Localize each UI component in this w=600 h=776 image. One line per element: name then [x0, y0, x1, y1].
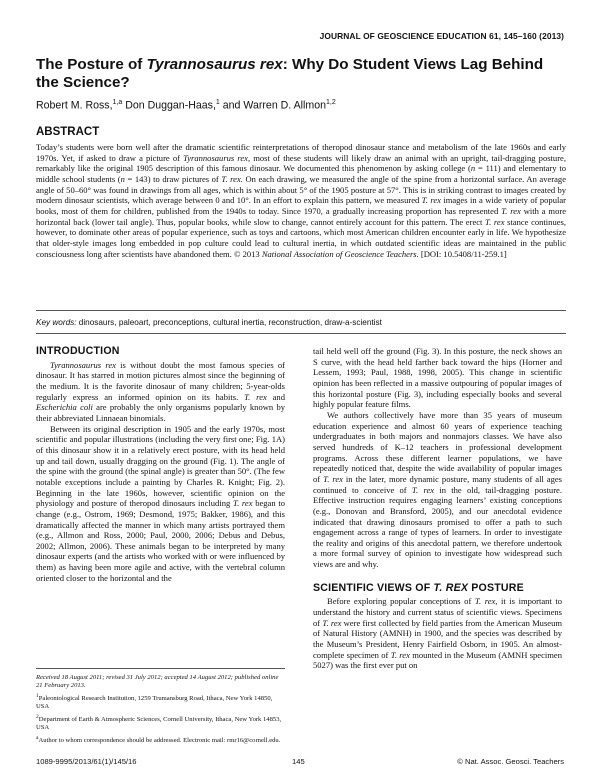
intro-paragraph-3: tail held well off the ground (Fig. 3). In this posture, the neck shows an S curve, with the head held farther back toward the hips (Horner and Lessem, 1993; Paul, 1988, 1998, 2005). This change in scientific opinion has been reflected in a massive outpouring of popular images of this horizontal posture (Fig. 3), including especially books and several highly popular feature films.	[313, 346, 562, 410]
abstract-body: Today’s students were born well after the dramatic scientific reinterpretations of theropod dinosaur stance and metabolism of the late 1960s and early 1970s. Yet, if asked to draw a picture of Tyrannosaurus rex, most of these students will likely draw an animal with an upright, tail-dragging posture, remarkably like the original 1905 description of this famous dinosaur. We documented this phenomenon by asking college (n = 111) and elementary to middle school students (n = 143) to draw pictures of T. rex. On each drawing, we measured the angle of the spine from a horizontal surface. An average angle of 50–60° was found in drawings from all ages, which is within about 5° of the 1905 posture at 57°. This is in striking contrast to images created by modern dinosaur scientists, which average between 0 and 10°. In an effort to explain this pattern, we measured T. rex images in a wide variety of popular books, most of them for children, published from the 1940s to today. Since 1970, a gradually increasing proportion has represented T. rex with a more horizontal back (lower tail angle). Thus, popular books, while slow to change, cannot entirely account for this pattern. The erect T. rex stance continues, however, to dominate other areas of popular experience, such as toys and cartoons, which most American children encounter early in life. We hypothesize that older-style images long embedded in pop culture could lead to cultural inertia, in which outdated scientific ideas are maintained in the public consciousness long after scientists have abandoned them. © 2013 National Association of Geoscience Teachers. [DOI: 10.5408/11-259.1]	[36, 142, 567, 259]
divider-top	[36, 310, 566, 311]
author-allmon-affil: 1,2	[326, 99, 336, 106]
page-number: 145	[292, 757, 305, 766]
footer-copyright: © Nat. Assoc. Geosci. Teachers	[457, 757, 564, 766]
scientific-views-heading: SCIENTIFIC VIEWS OF T. REX POSTURE	[313, 581, 524, 594]
footnote-divider	[36, 668, 285, 669]
keywords-label: Key words:	[36, 318, 77, 327]
journal-header	[320, 31, 564, 41]
intro-paragraph-4: We authors collectively have more than 35 years of museum education experience and almost 60 years of experience teaching undergraduates in both majors and nonmajors classes. We have also served hundreds of K–12 teachers in professional development programs. Across these different learner populations, we have repeatedly noticed that, despite the wide availability of popular images of T. rex in the later, more dynamic posture, many students of all ages continued to conceive of T. rex in the old, tail-dragging posture. Effective instruction requires engaging learners’ existing conceptions (e.g., Donovan and Bransford, 2005), and our anecdotal evidence indicated that drawing dinosaurs promised to offer a path to such engagement across a range of types of learners. In order to investigate the reality and origins of this anecdotal pattern, we therefore undertook a more formal survey of opinion to investigate how widespread such views are and why.	[313, 409, 562, 570]
intro-paragraph-1: Tyrannosaurus rex is without doubt the most famous species of dinosaur. It has starred in motion pictures almost since the beginning of the medium. It is the favorite dinosaur of many children; 5-year-olds regularly express an informed opinion on its habits. T. rex and Escherichia coli are probably the only organisms popularly known by their abbreviated Linnaean binomials.	[36, 359, 285, 423]
journal-citation: JOURNAL OF GEOSCIENCE EDUCATION 61, 145–160 (2013)	[319, 31, 564, 41]
title-part1: The Posture of	[36, 56, 147, 73]
affiliation-1: $^1$Paleontological Research Institution, 1259 Trumansburg Road, Ithaca, New York 14850, USA	[36, 692, 273, 711]
divider-bottom	[36, 333, 566, 334]
abstract-heading: ABSTRACT	[36, 126, 100, 138]
author-list	[36, 99, 336, 112]
corresponding-author: $^a$Author to whom correspondence should be addressed. Electronic mail: rmr16@cornell.edu.	[36, 734, 281, 744]
keywords	[36, 318, 382, 327]
received-dates: Received 18 August 2011; revised 31 July 2012; accepted 14 August 2012; published online 21 February 2013.	[36, 674, 279, 690]
author-duggan-haas-affil: 1	[215, 99, 220, 106]
author-allmon: and Warren D. Allmon	[219, 99, 326, 112]
right-column	[313, 346, 562, 671]
affiliation-2: $^2$Department of Earth & Atmospheric Sciences, Cornell University, Ithaca, New York 14853, USA	[36, 713, 282, 732]
scientific-views-paragraph-1: Before exploring popular conceptions of T. rex, it is important to understand the history and current status of scientific views. Specimens of T. rex were first collected by field parties from the American Museum of Natural History (AMNH) in 1900, and the species was described by the Museum’s President, Henry Fairfield Osborn, in 1905. An almost-complete specimen of T. rex mounted in the Museum (AMNH specimen 5027) was the first ever put on	[313, 596, 563, 671]
intro-paragraph-2: Between its original description in 1905 and the early 1970s, most scientific and popular illustrations (including the very first one; Fig. 1A) of this dinosaur show it in a relatively erect posture, with its head held up and tail down, usually dragging on the ground (Fig. 1). The angle of the spine with the ground (the spinal angle) is greater than 50°. (The few notable exceptions include a painting by Charles R. Knight; Fig. 2). Beginning in the late 1960s, however, scientific opinion on the physiology and posture of theropod dinosaurs including T. rex began to change (e.g., Ostrom, 1969; Desmond, 1975; Bakker, 1986), and this dramatically affected the manner in which many artists portrayed them (e.g., Allmon and Ross, 2000; Paul, 2000, 2006; Debus and Debus, 2002; Allmon, 2006). These animals began to be interpreted by many dinosaur experts (and the artists who worked with or were influenced by them) as having been more agile and active, with the vertebral column oriented closer to the horizontal and the	[36, 423, 285, 583]
footnotes	[36, 674, 285, 746]
author-duggan-haas: Don Duggan-Haas,	[122, 99, 216, 112]
title-species: Tyrannosaurus rex	[146, 56, 283, 73]
introduction-heading: INTRODUCTION	[36, 345, 120, 357]
author-ross: Robert M. Ross,	[36, 99, 113, 112]
left-column	[36, 346, 285, 583]
keywords-text: dinosaurs, paleoart, preconceptions, cultural inertia, reconstruction, draw-a-scientist	[76, 318, 382, 327]
article-title	[36, 56, 566, 92]
title-part2: : Why Do Student Views Lag Behind the Science?	[36, 56, 544, 91]
author-ross-affil: 1,a	[112, 99, 123, 106]
footer-issn: 1089-9995/2013/61(1)/145/16	[36, 757, 137, 766]
